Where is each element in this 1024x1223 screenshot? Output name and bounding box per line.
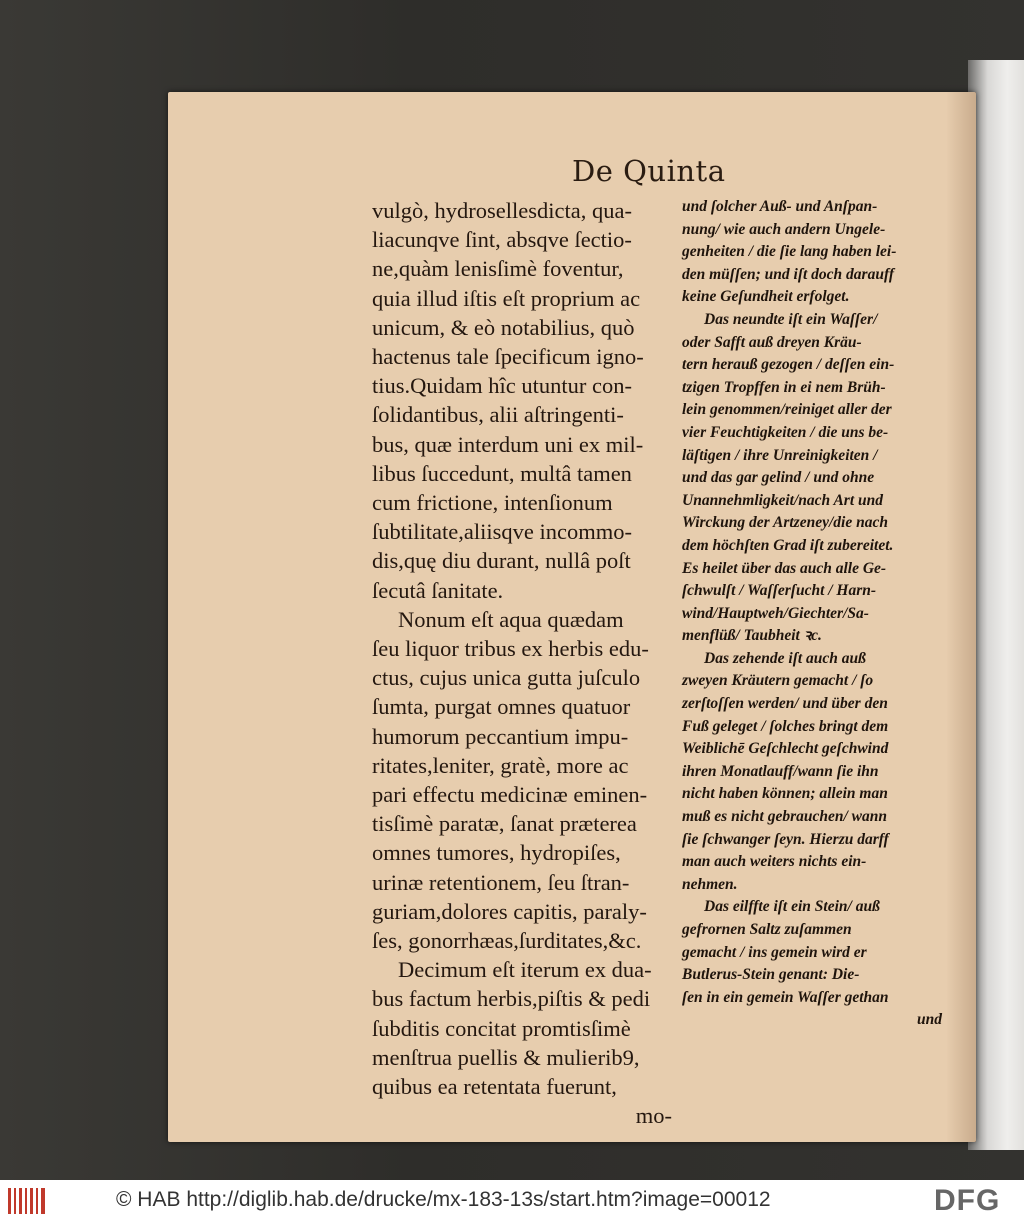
latin-line: cum frictione, intenſionum [372, 490, 613, 516]
next-page-edge [968, 60, 1024, 1150]
latin-line: bus factum herbis,piſtis & pedi [372, 986, 651, 1012]
german-line: den müſſen; und iſt doch darauff [682, 265, 894, 283]
latin-line: liacunqve ſint, absqve ſectio- [372, 227, 632, 253]
latin-line: ſeu liquor tribus ex herbis edu- [372, 636, 649, 662]
running-head: De Quinta [572, 154, 726, 188]
german-line: tzigen Tropffen in ei nem Brüh- [682, 378, 886, 396]
latin-line: tius.Quidam hîc utuntur con- [372, 373, 632, 399]
german-line: zerſtoſſen werden/ und über den [682, 695, 888, 713]
german-line: menflüß/ Taubheit ꝛc. [682, 627, 822, 645]
latin-line: ſubtilitate,aliisqve incommo- [372, 519, 632, 545]
german-line: Das zehende iſt auch auß [704, 649, 866, 667]
german-line: genheiten / die ſie lang haben lei- [682, 243, 897, 261]
german-line: ſie ſchwanger ſeyn. Hierzu darff [682, 830, 889, 848]
german-line: und ſolcher Auß- und Anſpan- [682, 198, 878, 215]
latin-line: urinæ retentionem, ſeu ſtran- [372, 869, 630, 895]
german-line: nung/ wie auch andern Ungele- [682, 220, 886, 238]
latin-line: hactenus tale ſpecificum igno- [372, 344, 644, 370]
latin-line: ne,quàm lenisſimè foventur, [372, 256, 624, 282]
latin-line: humorum peccantium impu- [372, 723, 629, 749]
latin-line: pari effectu medicinæ eminen- [372, 782, 648, 808]
latin-line: ritates,leniter, gratè, more ac [372, 752, 629, 778]
library-barcode-icon [8, 1188, 46, 1214]
german-line: oder Safft auß dreyen Kräu- [682, 333, 862, 351]
latin-line: dis,quę diu durant, nullâ poſt [372, 548, 631, 574]
german-line: ſen in ein gemein Waſſer gethan [682, 988, 889, 1006]
german-line: ſchwulſt / Waſſerſucht / Harn- [682, 582, 877, 600]
german-line: Fuß geleget / ſolches bringt dem [682, 717, 889, 735]
german-text-column [682, 196, 942, 1032]
german-line: nicht haben können; allein man [682, 785, 888, 803]
latin-line: libus ſuccedunt, multâ tamen [372, 460, 632, 486]
german-line: zweyen Kräutern gemacht / ſo [682, 672, 874, 690]
latin-line: ctus, cujus unica gutta juſculo [372, 665, 641, 691]
german-line: Weiblichē Geſchlecht geſchwind [682, 740, 889, 758]
german-line: Unannehmligkeit/nach Art und [682, 491, 883, 509]
latin-line: ſes, gonorrhæas,ſurditates,&c. [372, 928, 642, 954]
latin-line: guriam,dolores capitis, paraly- [372, 898, 647, 924]
latin-line: mo- [635, 1103, 672, 1129]
german-line: wind/Hauptweh/Giechter/Sa- [682, 604, 869, 622]
copyright-link[interactable]: © HAB http://diglib.hab.de/drucke/mx-183-13s/start.htm?image=00012 [116, 1188, 771, 1211]
latin-line: omnes tumores, hydropiſes, [372, 840, 621, 866]
german-line: muß es nicht gebrauchen/ wann [682, 808, 887, 826]
dfg-logo: DFG [934, 1184, 1001, 1217]
latin-line: ſubditis concitat promtisſimè [372, 1015, 631, 1041]
latin-text-column [372, 196, 672, 1131]
german-line: gemacht / ins gemein wird er [682, 943, 867, 961]
german-line: Das eilffte iſt ein Stein/ auß [704, 898, 880, 916]
latin-line: quia illud iſtis eſt proprium ac [372, 285, 641, 311]
latin-line: tisſimè paratæ, ſanat præterea [372, 811, 637, 837]
latin-line: ſolidantibus, alii aſtringenti- [372, 402, 624, 428]
german-line: gefrornen Saltz zuſammen [682, 921, 852, 938]
german-line: und das gar gelind / und ohne [682, 469, 875, 487]
german-line: Wirckung der Artzeney/die nach [682, 514, 888, 532]
latin-line: Decimum eſt iterum ex dua- [398, 957, 652, 983]
german-line: tern herauß gezogen / deſſen ein- [682, 356, 895, 374]
latin-line: Nonum eſt aqua quædam [398, 606, 624, 632]
latin-line: vulgò, hydrosellesdicta, qua- [372, 198, 632, 223]
book-page [168, 92, 976, 1142]
latin-line: ſecutâ ſanitate. [372, 577, 504, 603]
german-line: man auch weiters nichts ein- [682, 853, 867, 871]
german-line: Butlerus-Stein genant: Die- [682, 966, 860, 984]
german-line: Es heilet über das auch alle Ge- [682, 559, 887, 577]
german-line: keine Geſundheit erfolget. [682, 288, 850, 306]
german-line: dem höchſten Grad iſt zubereitet. [682, 536, 894, 554]
latin-line: ſumta, purgat omnes quatuor [372, 694, 631, 720]
german-line: und [917, 1011, 942, 1029]
footer-bar [0, 1180, 1024, 1223]
german-line: Das neundte iſt ein Waſſer/ [704, 310, 878, 328]
latin-line: menſtrua puellis & mulierib9, [372, 1044, 640, 1070]
latin-line: quibus ea retentata fuerunt, [372, 1074, 617, 1100]
latin-line: unicum, & eò notabilius, quò [372, 314, 635, 340]
german-line: lein genommen/reiniget aller der [682, 401, 892, 419]
german-line: läſtigen / ihre Unreinigkeiten / [682, 446, 878, 464]
latin-line: bus, quæ interdum uni ex mil- [372, 431, 644, 457]
german-line: vier Feuchtigkeiten / die uns be- [682, 423, 889, 441]
german-line: ihren Monatlauff/wann ſie ihn [682, 762, 879, 780]
german-line: nehmen. [682, 875, 738, 893]
